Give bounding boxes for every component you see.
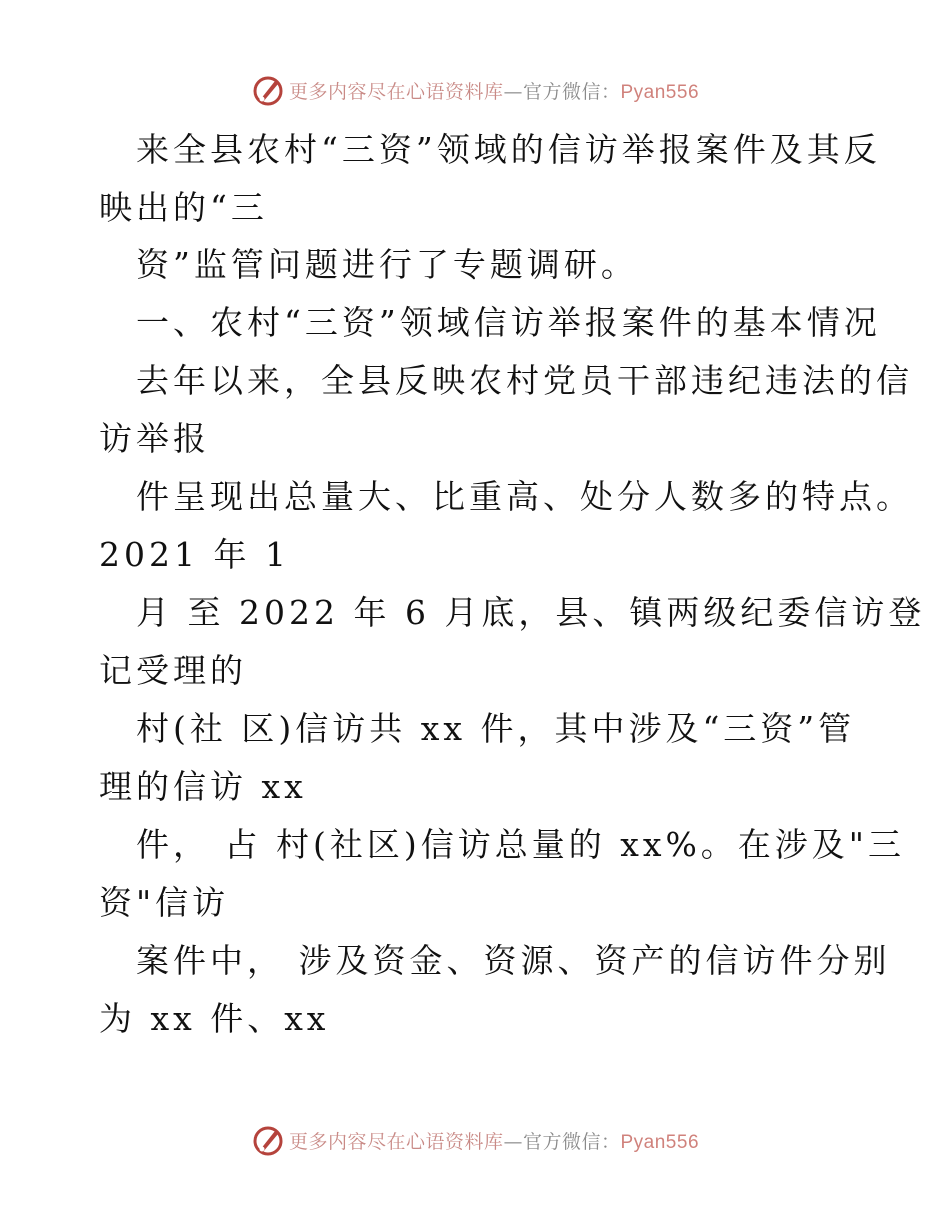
quill-logo-icon (251, 73, 285, 107)
text-line: 去年以来，全县反映农村党员干部违纪违法的信 (136, 361, 913, 400)
text-line: 理的信访 xx (99, 767, 307, 806)
watermark-banner-bottom (0, 1120, 950, 1160)
text-line: 村(社 区)信访共 xx 件，其中涉及“三资”管 (136, 709, 856, 748)
text-line: 为 xx 件、xx (99, 999, 330, 1038)
watermark-banner-top (0, 70, 950, 110)
text-line: 资"信访 (99, 883, 230, 922)
text-line: 2021 年 1 (99, 535, 290, 574)
text-line: 资”监管问题进行了专题调研。 (136, 245, 638, 284)
quill-logo-icon (251, 1123, 285, 1157)
text-line: 来全县农村“三资”领域的信访举报案件及其反 (136, 130, 881, 169)
text-line: 记受理的 (99, 651, 247, 690)
text-line: 访举报 (99, 419, 210, 458)
section-heading: 一、农村“三资”领域信访举报案件的基本情况 (136, 303, 881, 342)
text-line: 案件中， 涉及资金、资源、资产的信访件分别 (136, 941, 891, 980)
watermark-text: 更多内容尽在心语资料库—官方微信：Pyan556 (288, 1130, 700, 1153)
text-line: 月 至 2022 年 6 月底，县、镇两级纪委信访登 (136, 593, 926, 632)
watermark-text: 更多内容尽在心语资料库—官方微信：Pyan556 (288, 80, 700, 103)
text-line: 件， 占 村(社区)信访总量的 xx%。在涉及"三 (136, 825, 905, 864)
text-line: 映出的“三 (99, 188, 268, 227)
text-line: 件呈现出总量大、比重高、处分人数多的特点。 (136, 477, 913, 516)
